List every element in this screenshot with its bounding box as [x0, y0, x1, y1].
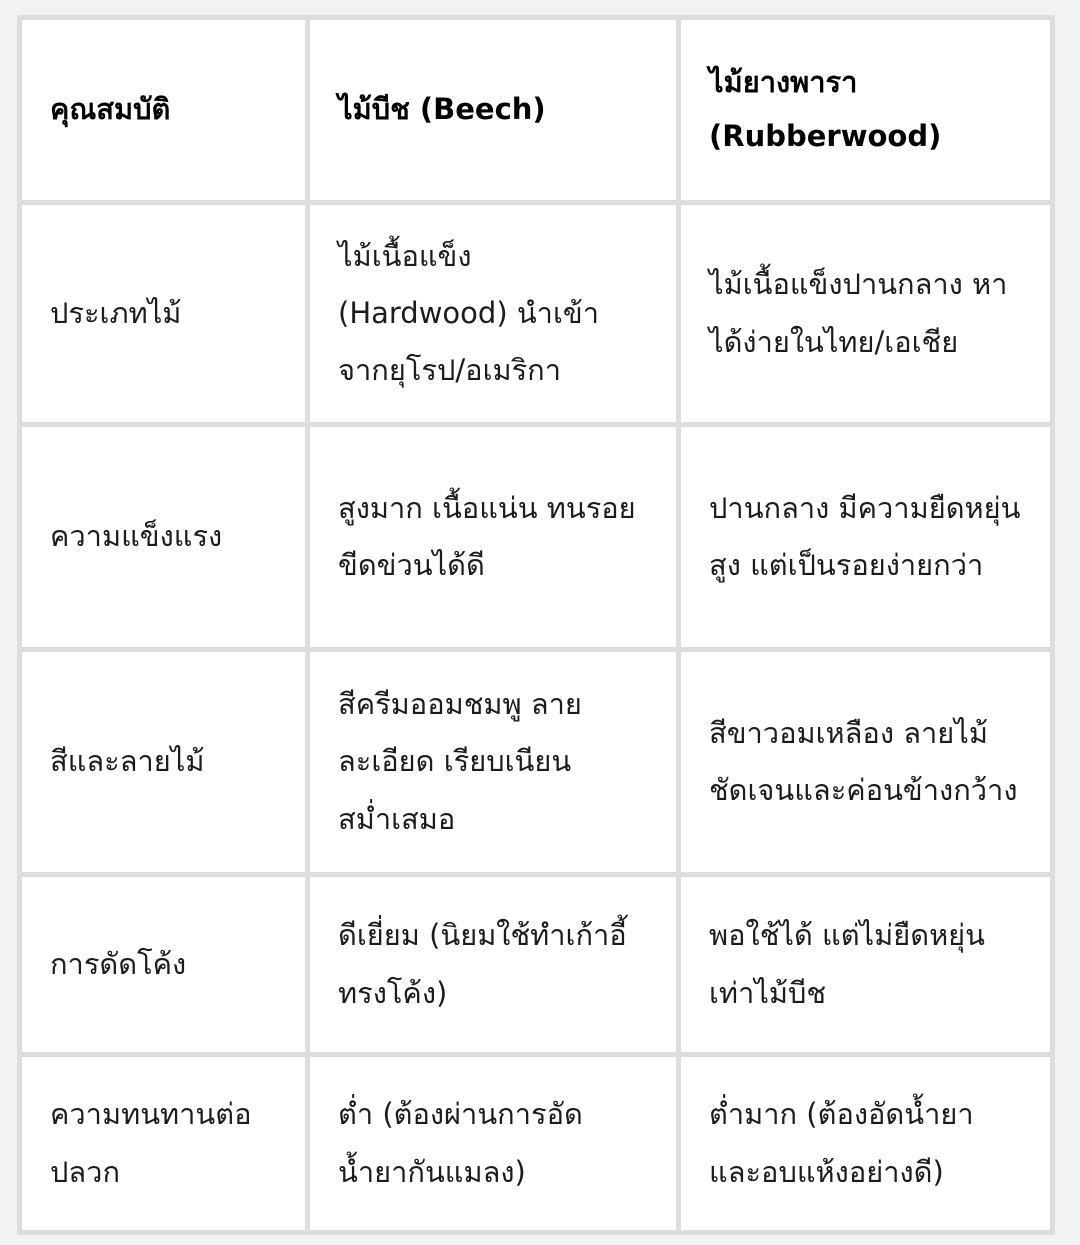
cell-rubberwood-bending: พอใช้ได้ แต่ไม่ยืดหยุ่นเท่าไม้บีช: [679, 875, 1053, 1055]
row-label-wood-type: ประเภทไม้: [20, 203, 308, 425]
table-row-termite-resistance: [20, 1055, 1053, 1233]
table-row-wood-type: [20, 203, 1053, 425]
cell-beech-color-grain: สีครีมออมชมพู ลายละเอียด เรียบเนียนสม่ำเสมอ: [308, 650, 679, 875]
col-header-property: คุณสมบัติ: [20, 18, 308, 203]
col-header-rubberwood: ไม้ยางพารา (Rubberwood): [679, 18, 1053, 203]
row-label-termite-resistance: ความทนทานต่อปลวก: [20, 1055, 308, 1233]
col-header-beech: ไม้บีช (Beech): [308, 18, 679, 203]
row-label-bending: การดัดโค้ง: [20, 875, 308, 1055]
row-label-strength: ความแข็งแรง: [20, 425, 308, 650]
cell-beech-strength: สูงมาก เนื้อแน่น ทนรอยขีดข่วนได้ดี: [308, 425, 679, 650]
table-row-color-grain: [20, 650, 1053, 875]
cell-beech-termite-resistance: ต่ำ (ต้องผ่านการอัดน้ำยากันแมลง): [308, 1055, 679, 1233]
cell-rubberwood-termite-resistance: ต่ำมาก (ต้องอัดน้ำยาและอบแห้งอย่างดี): [679, 1055, 1053, 1233]
cell-rubberwood-strength: ปานกลาง มีความยืดหยุ่นสูง แต่เป็นรอยง่ายกว่า: [679, 425, 1053, 650]
table-row-strength: [20, 425, 1053, 650]
cell-beech-wood-type: ไม้เนื้อแข็ง (Hardwood) นำเข้าจากยุโรป/อเมริกา: [308, 203, 679, 425]
cell-beech-bending: ดีเยี่ยม (นิยมใช้ทำเก้าอี้ทรงโค้ง): [308, 875, 679, 1055]
wood-comparison-table: [17, 15, 1055, 1235]
table-row-bending: [20, 875, 1053, 1055]
row-label-color-grain: สีและลายไม้: [20, 650, 308, 875]
cell-rubberwood-wood-type: ไม้เนื้อแข็งปานกลาง หาได้ง่ายในไทย/เอเชีย: [679, 203, 1053, 425]
cell-rubberwood-color-grain: สีขาวอมเหลือง ลายไม้ชัดเจนและค่อนข้างกว้าง: [679, 650, 1053, 875]
header-row: [20, 18, 1053, 203]
